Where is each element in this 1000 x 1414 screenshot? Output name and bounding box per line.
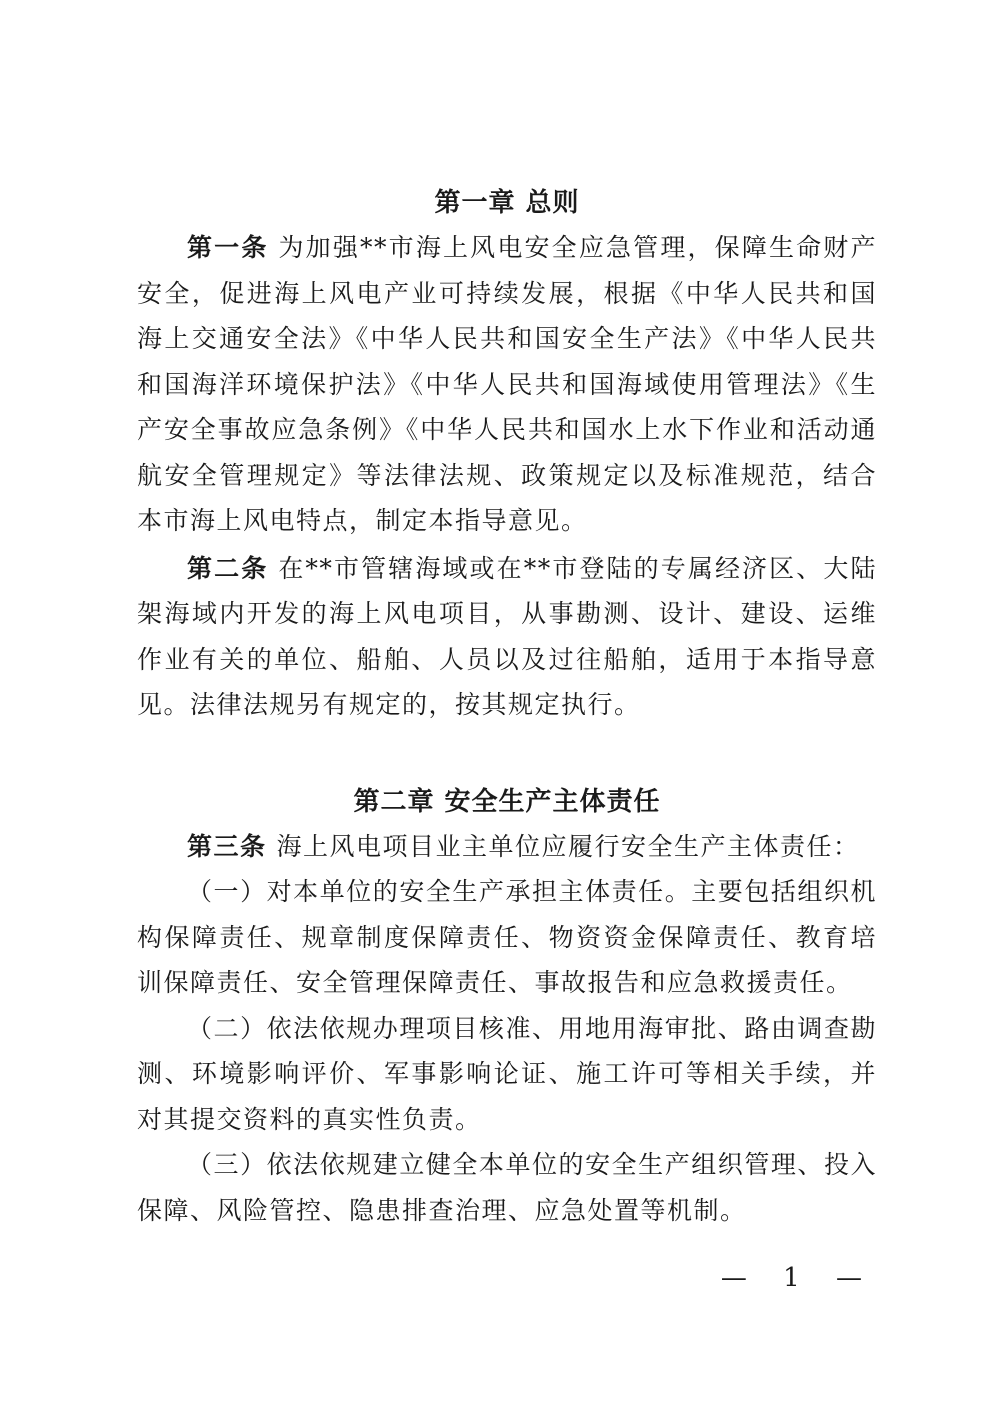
article-2-label: 第二条 <box>187 553 269 583</box>
document-page <box>137 181 877 1233</box>
chapter-1-title: 第一章 总则 <box>434 188 580 218</box>
article-1-label: 第一条 <box>187 233 269 262</box>
article-3-item-2: （二）依法依规办理项目核准、用地用海审批、路由调查勘测、环境影响评价、军事影响论证、施工许可等相关手续，并对其提交资料的真实性负责。 <box>137 1013 877 1134</box>
page-footer <box>0 1260 1000 1300</box>
chapter-2-title: 第二章 安全生产主体责任 <box>353 786 661 817</box>
article-3-text: 海上风电项目业主单位应履行安全生产主体责任： <box>276 831 860 861</box>
article-1 <box>137 225 877 544</box>
article-2-text: 在**市管辖海域或在**市登陆的专属经济区、大陆架海域内开发的海上风电项目，从事勘测、设计、建设、运维作业有关的单位、船舶、人员以及过往船舶，适用于本指导意见。法律法规另有规定的，按其规定执行。 <box>137 553 877 719</box>
article-3 <box>137 824 877 870</box>
page-number: — 1 — <box>720 1263 876 1293</box>
article-2 <box>137 546 877 728</box>
article-3-item-1: （一）对本单位的安全生产承担主体责任。主要包括组织机构保障责任、规章制度保障责任、物资资金保障责任、教育培训保障责任、安全管理保障责任、事故报告和应急救援责任。 <box>137 877 877 997</box>
article-1-text: 为加强**市海上风电安全应急管理，保障生命财产安全，促进海上风电产业可持续发展，根据《中华人民共和国海上交通安全法》《中华人民共和国安全生产法》《中华人民共和国海洋环境保护法》《中华人民共和国海域使用管理法》《生产安全事故应急条例》《中华人民共和国水上水下作业和活动通航安全管理规定》等法律法规、政策规定以及标准规范，结合本市海上风电特点，制定本指导意见。 <box>137 233 877 535</box>
article-3-item-3: （三）依法依规建立健全本单位的安全生产组织管理、投入保障、风险管控、隐患排查治理、应急处置等机制。 <box>137 1150 877 1225</box>
article-3-label: 第三条 <box>187 831 267 861</box>
